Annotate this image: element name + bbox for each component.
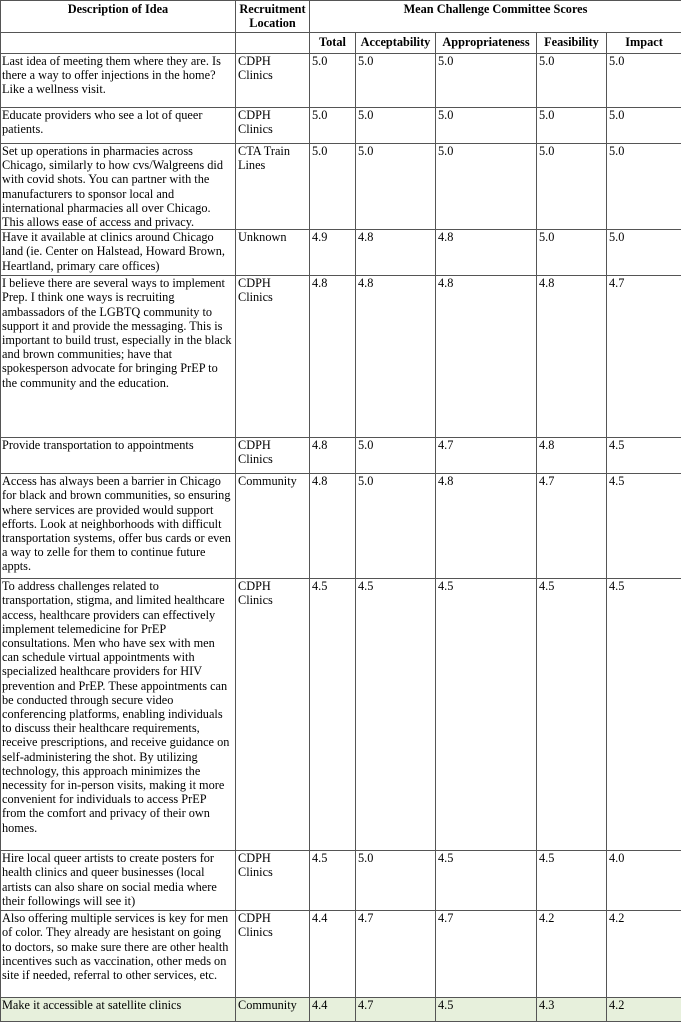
idea-description: To address challenges related to transportation, stigma, and limited healthcare access, healthcare providers can effectively implement telemedicine for PrEP consultations. Men who have sex with men can schedule virtual appointments with specialized healthcare providers for HIV prevention and PrEP. These appointments can be conducted through secure video conferencing platforms, enabling individuals to discuss their healthcare requirements, receive prescriptions, and receive guidance on self-administering the shot. By utilizing technology, this approach minimizes the necessity for in-person visits, making it more convenient for individuals to access PrEP from the comfort and privacy of their own homes. <box>1 579 236 851</box>
score-appropriateness: 5.0 <box>436 108 537 144</box>
table-row <box>1 579 681 851</box>
score-impact: 4.5 <box>607 474 681 579</box>
score-appropriateness: 4.5 <box>436 851 537 911</box>
score-feasibility: 4.8 <box>537 276 607 438</box>
idea-description: Make it accessible at satellite clinics <box>1 998 236 1022</box>
score-appropriateness: 5.0 <box>436 144 537 230</box>
recruitment-location: CDPH Clinics <box>236 851 310 911</box>
score-appropriateness: 4.8 <box>436 276 537 438</box>
recruitment-location: CDPH Clinics <box>236 108 310 144</box>
score-feasibility: 5.0 <box>537 144 607 230</box>
score-feasibility: 4.5 <box>537 579 607 851</box>
score-feasibility: 5.0 <box>537 54 607 108</box>
table-body <box>1 54 681 1022</box>
header-impact: Impact <box>607 33 681 54</box>
score-feasibility: 4.2 <box>537 911 607 998</box>
recruitment-location: Unknown <box>236 230 310 276</box>
score-appropriateness: 5.0 <box>436 54 537 108</box>
score-total: 4.8 <box>310 438 356 474</box>
header-feasibility: Feasibility <box>537 33 607 54</box>
header-total: Total <box>310 33 356 54</box>
score-impact: 5.0 <box>607 230 681 276</box>
score-impact: 4.2 <box>607 998 681 1022</box>
recruitment-location: CDPH Clinics <box>236 438 310 474</box>
idea-description: Hire local queer artists to create posters for health clinics and queer businesses (local artists can also share on social media where their followings will see it) <box>1 851 236 911</box>
recruitment-location: CTA Train Lines <box>236 144 310 230</box>
score-impact: 4.5 <box>607 579 681 851</box>
table-row <box>1 474 681 579</box>
subheader-empty-location <box>236 33 310 54</box>
recruitment-location: CDPH Clinics <box>236 579 310 851</box>
score-impact: 5.0 <box>607 54 681 108</box>
score-impact: 4.2 <box>607 911 681 998</box>
recruitment-location: Community <box>236 998 310 1022</box>
idea-description: I believe there are several ways to implement Prep. I think one ways is recruiting ambassadors of the LGBTQ community to support it and provide the messaging. This is important to build trust, especially in the black and brown communities; have that spokesperson advocate for bringing PrEP to the community and the education. <box>1 276 236 438</box>
score-feasibility: 4.7 <box>537 474 607 579</box>
recruitment-location: CDPH Clinics <box>236 54 310 108</box>
recruitment-location: CDPH Clinics <box>236 911 310 998</box>
score-impact: 4.5 <box>607 438 681 474</box>
score-impact: 4.7 <box>607 276 681 438</box>
score-feasibility: 4.5 <box>537 851 607 911</box>
score-acceptability: 5.0 <box>356 54 436 108</box>
score-feasibility: 4.8 <box>537 438 607 474</box>
header-recruitment-location: Recruitment Location <box>236 1 310 33</box>
score-total: 4.8 <box>310 276 356 438</box>
score-total: 4.9 <box>310 230 356 276</box>
score-total: 4.5 <box>310 851 356 911</box>
score-total: 5.0 <box>310 144 356 230</box>
table-row <box>1 851 681 911</box>
idea-description: Also offering multiple services is key for men of color. They already are hesistant on going to doctors, so make sure there are other health incentives such as vaccination, other meds on site if needed, referral to other services, etc. <box>1 911 236 998</box>
table-row <box>1 276 681 438</box>
table-row <box>1 998 681 1022</box>
score-feasibility: 5.0 <box>537 230 607 276</box>
score-appropriateness: 4.8 <box>436 230 537 276</box>
subheader-empty-description <box>1 33 236 54</box>
score-acceptability: 4.7 <box>356 911 436 998</box>
header-description: Description of Idea <box>1 1 236 33</box>
table-row <box>1 438 681 474</box>
header-acceptability: Acceptability <box>356 33 436 54</box>
score-appropriateness: 4.5 <box>436 998 537 1022</box>
idea-description: Set up operations in pharmacies across Chicago, similarly to how cvs/Walgreens did with covid shots. You can partner with the manufacturers to sponsor local and international pharmacies all over Chicago. This allows ease of access and privacy. <box>1 144 236 230</box>
score-acceptability: 5.0 <box>356 144 436 230</box>
table-row <box>1 911 681 998</box>
score-acceptability: 5.0 <box>356 108 436 144</box>
idea-description: Provide transportation to appointments <box>1 438 236 474</box>
score-total: 5.0 <box>310 54 356 108</box>
score-appropriateness: 4.7 <box>436 911 537 998</box>
table-row <box>1 230 681 276</box>
score-acceptability: 5.0 <box>356 438 436 474</box>
score-acceptability: 4.5 <box>356 579 436 851</box>
table-row <box>1 144 681 230</box>
table-row <box>1 108 681 144</box>
score-impact: 5.0 <box>607 108 681 144</box>
idea-description: Last idea of meeting them where they are. Is there a way to offer injections in the home? Like a wellness visit. <box>1 54 236 108</box>
score-total: 4.4 <box>310 998 356 1022</box>
score-total: 4.4 <box>310 911 356 998</box>
score-appropriateness: 4.8 <box>436 474 537 579</box>
header-appropriateness: Appropriateness <box>436 33 537 54</box>
score-total: 5.0 <box>310 108 356 144</box>
score-acceptability: 4.7 <box>356 998 436 1022</box>
score-total: 4.8 <box>310 474 356 579</box>
score-impact: 4.0 <box>607 851 681 911</box>
subheader-row <box>1 33 681 54</box>
score-appropriateness: 4.5 <box>436 579 537 851</box>
recruitment-location: CDPH Clinics <box>236 276 310 438</box>
score-acceptability: 4.8 <box>356 230 436 276</box>
idea-description: Access has always been a barrier in Chicago for black and brown communities, so ensuring where services are provided would support efforts. Look at neighborhoods with difficult transportation systems, offer bus cards or even a way to zelle for them to continue future appts. <box>1 474 236 579</box>
score-acceptability: 5.0 <box>356 474 436 579</box>
header-scores-group: Mean Challenge Committee Scores <box>310 1 681 33</box>
header-row <box>1 1 681 33</box>
score-acceptability: 4.8 <box>356 276 436 438</box>
idea-description: Have it available at clinics around Chicago land (ie. Center on Halstead, Howard Brown, Heartland, primary care offices) <box>1 230 236 276</box>
score-feasibility: 4.3 <box>537 998 607 1022</box>
score-acceptability: 5.0 <box>356 851 436 911</box>
score-impact: 5.0 <box>607 144 681 230</box>
score-total: 4.5 <box>310 579 356 851</box>
recruitment-location: Community <box>236 474 310 579</box>
score-appropriateness: 4.7 <box>436 438 537 474</box>
table-row <box>1 54 681 108</box>
score-feasibility: 5.0 <box>537 108 607 144</box>
idea-description: Educate providers who see a lot of queer patients. <box>1 108 236 144</box>
